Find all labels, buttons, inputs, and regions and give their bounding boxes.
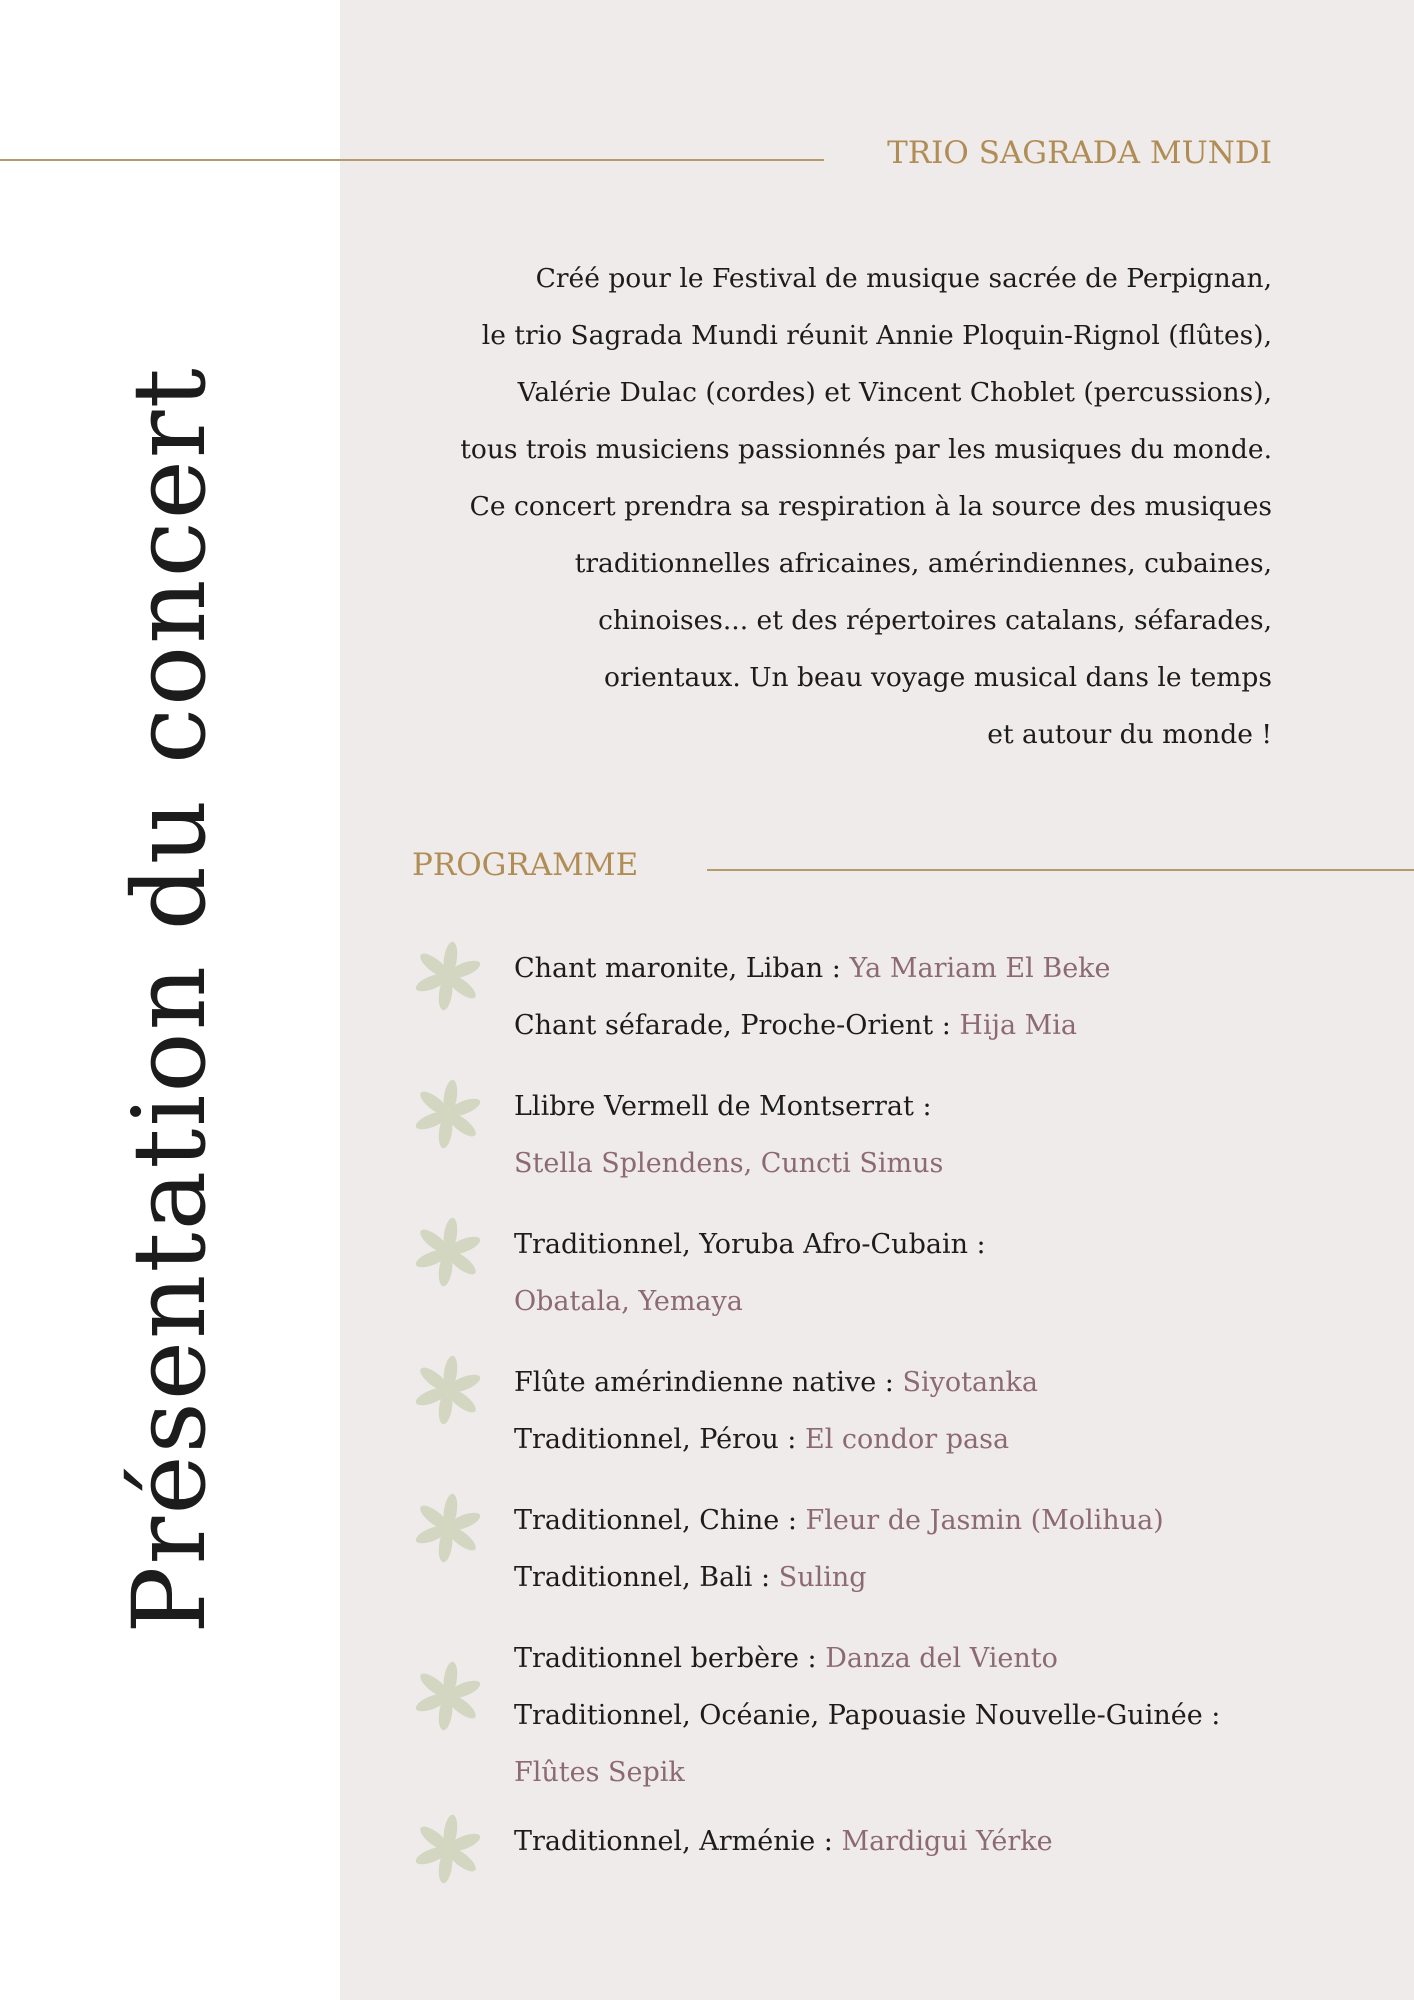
intro-line: tous trois musiciens passionnés par les musiques du monde. — [460, 434, 1272, 465]
programme-entry-lines — [514, 1630, 1374, 1801]
origin-label: Llibre Vermell de Montserrat : — [514, 1091, 932, 1122]
programme-line — [514, 1630, 1374, 1687]
six-point-star-icon — [412, 1813, 484, 1885]
piece-title: Flûtes Sepik — [514, 1757, 685, 1788]
origin-label: Traditionnel berbère : — [514, 1643, 826, 1674]
page-title: Présentation du concert — [111, 366, 228, 1634]
programme-line — [514, 1216, 1374, 1273]
programme-entry-lines — [514, 1078, 1374, 1192]
origin-label: Chant séfarade, Proche-Orient : — [514, 1010, 960, 1041]
programme-heading: PROGRAMME — [412, 847, 639, 883]
six-point-star-icon — [412, 1660, 484, 1732]
programme-line — [514, 1135, 1374, 1192]
intro-line: traditionnelles africaines, amérindiennes, cubaines, — [574, 548, 1272, 579]
intro-line: chinoises... et des répertoires catalans, séfarades, — [598, 605, 1272, 636]
programme-entry-lines — [514, 1216, 1374, 1330]
six-point-star-icon — [412, 1078, 484, 1150]
origin-label: Traditionnel, Bali : — [514, 1562, 779, 1593]
intro-line: et autour du monde ! — [987, 719, 1272, 750]
programme-line — [514, 997, 1374, 1054]
origin-label: Traditionnel, Arménie : — [514, 1826, 842, 1857]
origin-label: Traditionnel, Océanie, Papouasie Nouvelle-Guinée : — [514, 1700, 1221, 1731]
intro-line: le trio Sagrada Mundi réunit Annie Ploquin-Rignol (flûtes), — [481, 320, 1272, 351]
piece-title: El condor pasa — [804, 1424, 1010, 1455]
programme-line — [514, 1687, 1374, 1744]
intro-line: orientaux. Un beau voyage musical dans le temps — [604, 662, 1272, 693]
programme-entry-lines — [514, 1354, 1374, 1468]
piece-title: Siyotanka — [902, 1367, 1038, 1398]
six-point-star-icon — [412, 1354, 484, 1426]
origin-label: Traditionnel, Yoruba Afro-Cubain : — [514, 1229, 986, 1260]
programme-line — [514, 1078, 1374, 1135]
header-divider — [0, 159, 824, 161]
trio-heading: TRIO SAGRADA MUNDI — [887, 135, 1272, 171]
intro-line: Valérie Dulac (cordes) et Vincent Choblet (percussions), — [517, 377, 1272, 408]
programme-line — [514, 1411, 1374, 1468]
programme-line — [514, 1549, 1374, 1606]
intro-line: Ce concert prendra sa respiration à la source des musiques — [469, 491, 1272, 522]
piece-title: Ya Mariam El Beke — [849, 953, 1111, 984]
programme-line — [514, 1492, 1374, 1549]
six-point-star-icon — [412, 1492, 484, 1564]
six-point-star-icon — [412, 1216, 484, 1288]
intro-paragraph — [372, 250, 1272, 763]
piece-title: Hija Mia — [959, 1010, 1078, 1041]
programme-entry-lines — [514, 940, 1374, 1054]
six-point-star-icon — [412, 940, 484, 1012]
piece-title: Stella Splendens, Cuncti Simus — [514, 1148, 944, 1179]
origin-label: Traditionnel, Chine : — [514, 1505, 806, 1536]
programme-line — [514, 1744, 1374, 1801]
origin-label: Traditionnel, Pérou : — [514, 1424, 805, 1455]
piece-title: Danza del Viento — [825, 1643, 1058, 1674]
piece-title: Fleur de Jasmin (Molihua) — [805, 1505, 1164, 1536]
programme-line — [514, 1813, 1374, 1870]
programme-line — [514, 940, 1374, 997]
programme-entry-lines — [514, 1813, 1374, 1870]
origin-label: Chant maronite, Liban : — [514, 953, 850, 984]
programme-line — [514, 1354, 1374, 1411]
piece-title: Mardigui Yérke — [841, 1826, 1053, 1857]
programme-entry-lines — [514, 1492, 1374, 1606]
programme-line — [514, 1273, 1374, 1330]
piece-title: Suling — [778, 1562, 867, 1593]
origin-label: Flûte amérindienne native : — [514, 1367, 903, 1398]
programme-divider — [707, 869, 1414, 871]
piece-title: Obatala, Yemaya — [514, 1286, 743, 1317]
intro-line: Créé pour le Festival de musique sacrée de Perpignan, — [535, 263, 1272, 294]
